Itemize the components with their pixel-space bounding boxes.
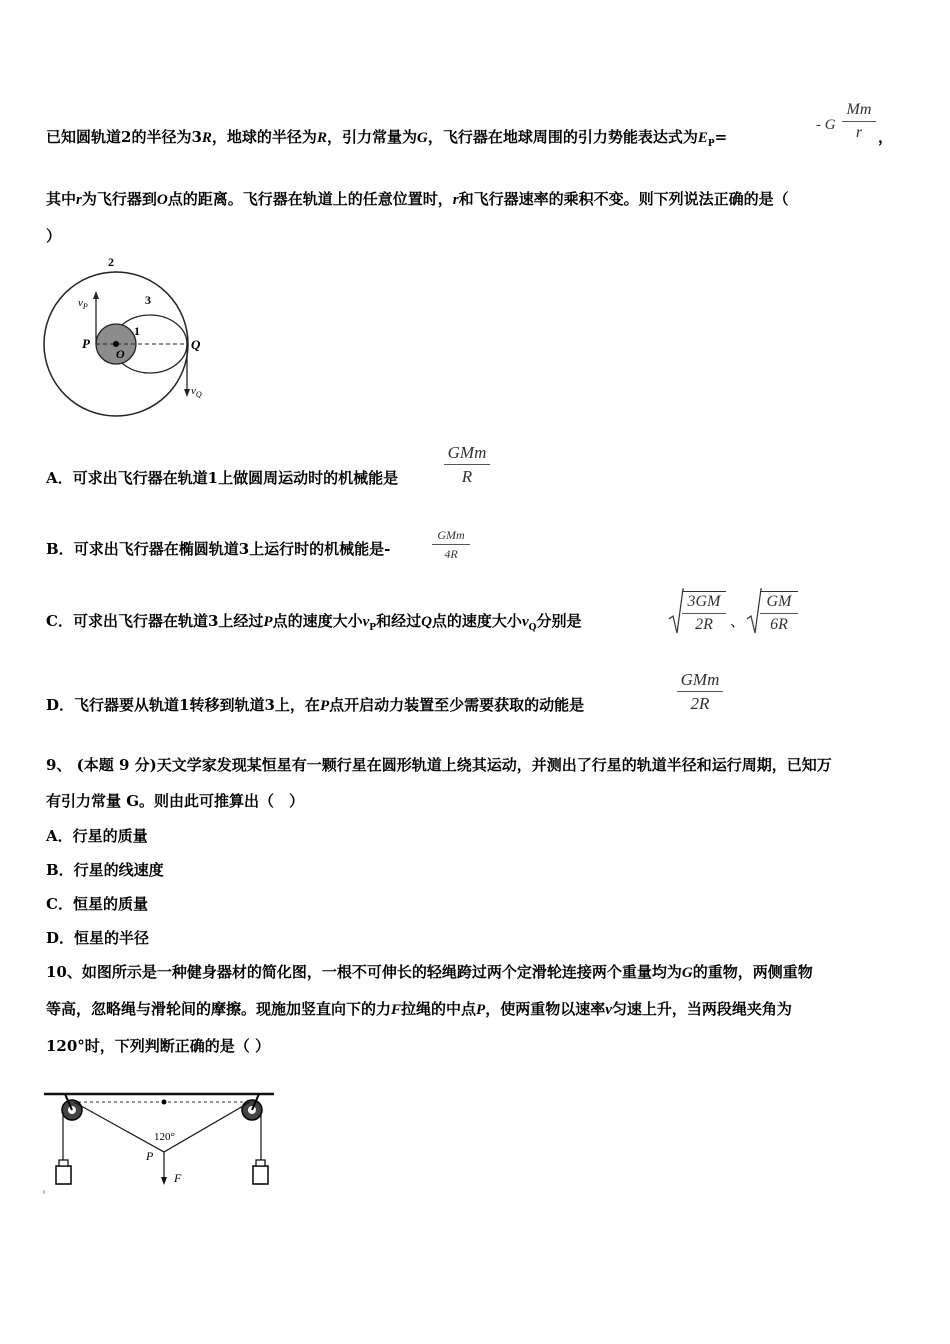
label-vP: $v_P$	[78, 297, 88, 311]
label-orbit-3: 3	[145, 293, 151, 307]
question10-line3: 120°时，下列判断正确的是（ ）	[46, 1037, 271, 1055]
label-vQ: $v_Q$	[191, 385, 202, 399]
label-orbit-1: 1	[134, 324, 140, 338]
option-c-sqrt-2-fraction: GM 6R	[760, 591, 798, 633]
rope-right	[164, 1102, 250, 1152]
ep-minus-g: - G	[816, 117, 836, 133]
angle-label: 120°	[154, 1131, 175, 1143]
question9-option-b: B．行星的线速度	[46, 861, 164, 879]
option-a-fraction: GMm R	[444, 444, 490, 485]
label-F: F	[174, 1171, 182, 1185]
option-d-fraction: GMm 2R	[677, 671, 723, 712]
question8-stem-line3: ）	[46, 227, 62, 245]
option-a: A．可求出飞行器在轨道1上做圆周运动时的机械能是	[46, 469, 399, 487]
weight-left	[56, 1166, 71, 1184]
label-orbit-2: 2	[108, 255, 114, 269]
question10-line1: 10、如图所示是一种健身器材的简化图，一根不可伸长的轻绳跨过两个定滑轮连接两个重量均为G的重物，两侧重物	[46, 963, 813, 981]
question9-option-c: C．恒星的质量	[46, 895, 148, 913]
pulley-diagram	[42, 1072, 282, 1202]
label-O: O	[116, 347, 125, 361]
label-Q: Q	[191, 337, 201, 352]
label-P: P	[146, 1149, 154, 1163]
question9-option-a: A．行星的质量	[46, 827, 148, 845]
option-c: C．可求出飞行器在轨道3上经过P点的速度大小$v_P$和经过Q点的速度大小$v_Q$分别是	[46, 612, 582, 633]
question9-option-d: D．恒星的半径	[46, 929, 150, 947]
option-b-fraction: GMm 4R	[432, 529, 470, 560]
weight-right	[253, 1166, 268, 1184]
ep-fraction: Mm r	[842, 102, 876, 141]
question8-stem-line2: 其中r为飞行器到O点的距离。飞行器在轨道上的任意位置时，r和飞行器速率的乘积不变。则下列说法正确的是（	[46, 190, 789, 208]
orbit-diagram	[40, 255, 230, 425]
question9-line2: 有引力常量 G。则由此可推算出（ ）	[46, 792, 305, 810]
question10-line2: 等高，忽略绳与滑轮间的摩擦。现施加竖直向下的力F拉绳的中点P，使两重物以速率v匀速上升，当两段绳夹角为	[46, 1000, 792, 1018]
question9-line1: 9、 (本题 9 分)天文学家发现某恒星有一颗行星在圆形轨道上绕其运动，并测出了行星的轨道半径和运行周期，已知万	[46, 756, 832, 774]
option-d: D．飞行器要从轨道1转移到轨道3上，在P点开启动力装置至少需要获取的动能是	[46, 696, 585, 714]
question8-stem-line1: 已知圆轨道2的半径为3R，地球的半径为R，引力常量为G，飞行器在地球周围的引力势能表达式为$E_P=$	[46, 128, 728, 149]
rope-left	[74, 1102, 164, 1152]
ep-comma: ，	[878, 128, 894, 146]
label-P: P	[82, 336, 90, 351]
option-c-sqrt-1-fraction: 3GM 2R	[682, 591, 726, 633]
option-c-separator: 、	[730, 612, 746, 630]
option-b: B．可求出飞行器在椭圆轨道3上运行时的机械能是-	[46, 540, 391, 558]
